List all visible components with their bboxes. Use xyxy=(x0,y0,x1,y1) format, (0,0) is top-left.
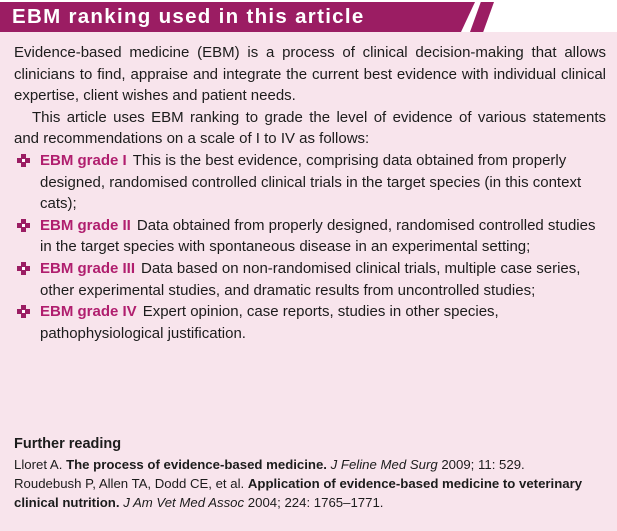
ref-journal: J Am Vet Med Assoc xyxy=(123,495,245,510)
box-content xyxy=(14,42,606,344)
scale-paragraph: This article uses EBM ranking to grade the level of evidence of various statements and recommendations on a scale of I to IV as follows: xyxy=(14,108,606,148)
ref-title: Application of evidence-based medicine to veterinary clinical nutrition. xyxy=(14,476,583,510)
grade-text: This is the best evidence, comprising data obtained from properly designed, randomised controlled clinical trials in the target species (in this context cats); xyxy=(40,151,582,213)
ref-journal: J Feline Med Surg xyxy=(330,457,438,472)
further-reading xyxy=(14,435,606,512)
further-reading-title: Further reading xyxy=(14,436,122,452)
box-header xyxy=(0,0,617,32)
grade-label: EBM grade II xyxy=(40,216,131,234)
box-title: EBM ranking used in this article xyxy=(12,5,365,28)
grade-label: EBM grade I xyxy=(40,151,127,169)
quatrefoil-bullet-icon xyxy=(17,219,30,232)
grade-item xyxy=(14,258,606,301)
grade-text: Data based on non-randomised clinical trials, multiple case series, other experimental studies, and dramatic results from uncontrolled studies; xyxy=(40,259,581,299)
quatrefoil-bullet-icon xyxy=(17,262,30,275)
header-slash-decoration xyxy=(470,2,494,32)
intro-paragraph: Evidence-based medicine (EBM) is a process of clinical decision-making that allows clinicians to find, appraise and integrate the current best evidence with individual clinical expertise, client wishes and patient needs. xyxy=(14,44,606,105)
reference xyxy=(14,455,606,474)
ref-details: 2009; 11: 529. xyxy=(441,457,525,472)
reference xyxy=(14,474,606,512)
ebm-info-box xyxy=(0,32,617,531)
grade-label: EBM grade IV xyxy=(40,303,137,321)
ref-authors: Roudebush P, Allen TA, Dodd CE, et al. xyxy=(14,476,245,491)
ref-authors: Lloret A. xyxy=(14,457,63,472)
ref-title: The process of evidence-based medicine. xyxy=(66,457,327,472)
grade-text: Expert opinion, case reports, studies in other species, pathophysiological justification. xyxy=(40,303,499,342)
grade-item xyxy=(14,301,606,344)
quatrefoil-bullet-icon xyxy=(17,305,30,318)
quatrefoil-bullet-icon xyxy=(17,154,30,167)
grade-item xyxy=(14,215,606,258)
grade-item xyxy=(14,150,606,215)
grade-text: Data obtained from properly designed, randomised controlled studies in the target species with spontaneous disease in an experimental setting; xyxy=(40,216,596,256)
grade-list xyxy=(14,150,606,344)
ref-details: 2004; 224: 1765–1771. xyxy=(247,495,384,510)
grade-label: EBM grade III xyxy=(40,259,136,277)
